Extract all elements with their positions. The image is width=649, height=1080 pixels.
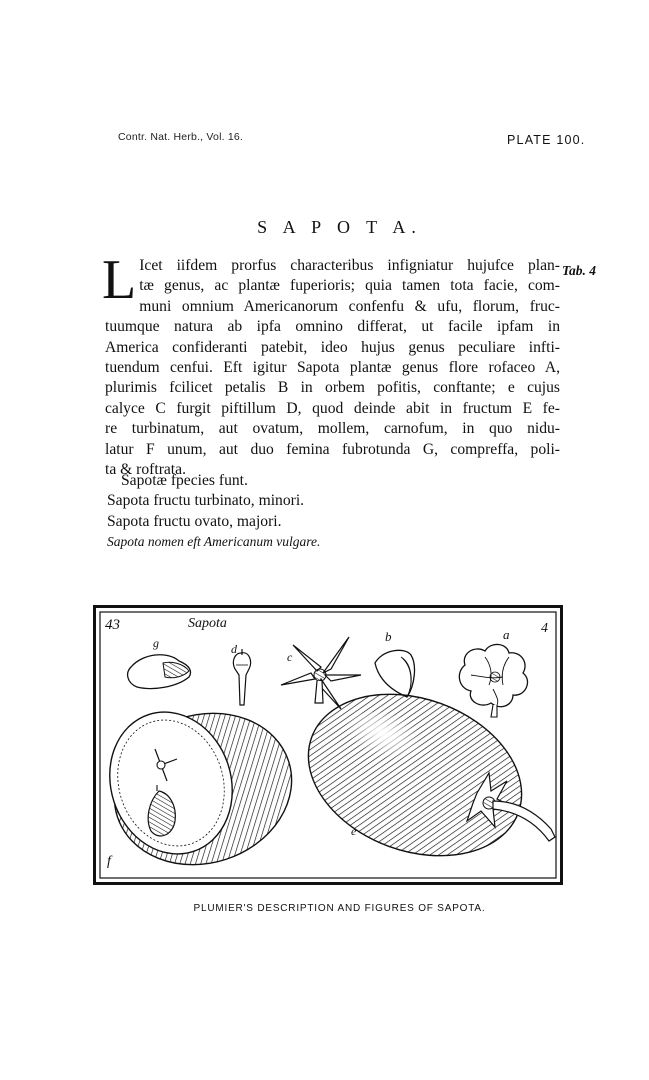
species-heading: Sapotæ fpecies funt. <box>121 472 248 489</box>
species-item: Sapota fructu ovato, majori. <box>107 512 282 530</box>
text-line: re turbinatum, aut ovatum, mollem, carnofum, in quo nidu- <box>105 420 560 438</box>
svg-text:a: a <box>503 627 510 642</box>
plate-caption: PLUMIER'S DESCRIPTION AND FIGURES OF SAPOTA. <box>193 903 486 914</box>
figure-a-flower <box>459 627 527 717</box>
svg-text:d: d <box>231 642 237 656</box>
margin-note-tab: Tab. 4 <box>562 263 597 278</box>
figure-b-petal <box>375 629 414 697</box>
text-line: muni omnium Americanorum confenfu & ufu, florum, fruc- <box>139 297 560 315</box>
plate-illustration <box>93 605 563 885</box>
svg-text:c: c <box>287 650 293 664</box>
figure-e-whole-fruit <box>286 666 555 884</box>
plate-title: Sapota <box>188 616 227 631</box>
text-line: Icet iifdem prorfus characteribus infigniatur hujufce plan- <box>139 257 560 274</box>
description-paragraph <box>102 249 560 480</box>
text-line: latur F unum, aut duo femina fubrotunda G, compreffa, poli- <box>105 440 560 458</box>
text-line: tuendum cenfui. Eft igitur Sapota plantæ genus flore rofaceo A, <box>105 359 560 377</box>
figure-f-cut-fruit <box>93 691 311 885</box>
species-list <box>107 471 320 553</box>
figure-g-seed <box>128 636 191 689</box>
drop-cap: L <box>102 249 137 311</box>
svg-text:e: e <box>351 824 357 838</box>
text-line: ta & roftrata. <box>105 461 186 479</box>
plate-number: 43 <box>105 617 120 633</box>
plate-corner-number: 4 <box>541 621 548 636</box>
species-note: Sapota nomen eft Americanum vulgare. <box>107 534 321 550</box>
text-line: tæ genus, ac plantæ fuperioris; quia tamen tota facie, com- <box>139 277 560 295</box>
text-line: calyce C furgit piftillum D, quod deinde abit in fructum E fe- <box>105 399 560 417</box>
botanical-plate <box>93 605 563 885</box>
running-header-journal: Contr. Nat. Herb., Vol. 16. <box>118 131 244 143</box>
species-item: Sapota fructu turbinato, minori. <box>107 492 305 510</box>
svg-text:b: b <box>385 629 392 644</box>
svg-text:f: f <box>107 854 111 869</box>
text-line: America confideranti patebit, ideo hujus genus peculiare infti- <box>105 338 560 356</box>
svg-text:g: g <box>153 636 159 650</box>
text-line: plurimis fcilicet petalis B in orbem pofitis, conftante; e cujus <box>105 379 560 397</box>
running-header-plate: PLATE 100. <box>507 133 586 147</box>
figure-c-calyx <box>281 637 361 709</box>
text-line: tuumque natura ab ipfa omnino differat, ut facile ipfam in <box>105 318 560 336</box>
figure-d-pistil <box>231 642 251 705</box>
page-title: S A P O T A. <box>257 217 422 237</box>
